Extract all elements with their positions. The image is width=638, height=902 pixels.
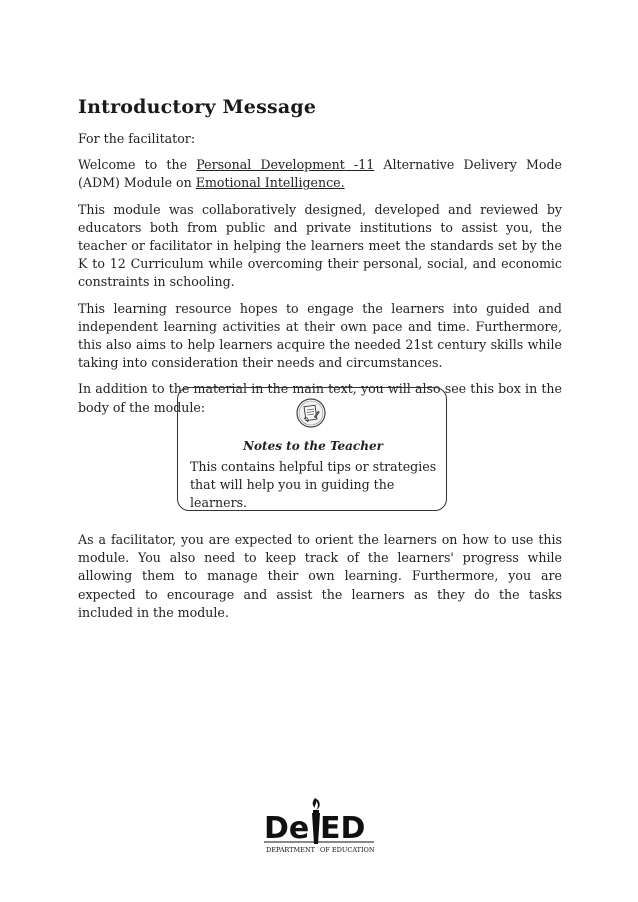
paragraph-collaborative: This module was collaboratively designed, developed and reviewed by educators both from public and private institutions to assist you, the teacher or facilitator in helping the learners meet the standards set by the K to 12 Curriculum while overcoming their personal, social, and economic constraints in schooling. bbox=[78, 201, 562, 290]
notes-to-teacher-box bbox=[177, 387, 447, 511]
notes-clipboard-icon bbox=[296, 398, 326, 428]
deped-logo bbox=[262, 796, 376, 858]
welcome-middle: Alternative Delivery Mode (ADM) Module on bbox=[78, 157, 562, 191]
logo-subtitle-right: OF EDUCATION bbox=[320, 846, 375, 854]
for-label: For the facilitator: bbox=[78, 131, 196, 146]
module-title-link: Personal Development -11 bbox=[196, 157, 375, 173]
page-title: Introductory Message bbox=[78, 96, 317, 118]
logo-subtitle-left: DEPARTMENT bbox=[266, 846, 315, 854]
paragraph-resource: This learning resource hopes to engage the learners into guided and independent learning activities at their own pace and time. Furthermore, this also aims to help learners acquire the needed 21st century skills while taking into consideration their needs and circumstances. bbox=[78, 300, 562, 371]
topic-link: Emotional Intelligence. bbox=[195, 175, 345, 191]
welcome-paragraph bbox=[78, 156, 562, 192]
notes-box-text: This contains helpful tips or strategies that will help you in guiding the learners. bbox=[190, 459, 437, 511]
welcome-prefix: Welcome to the bbox=[78, 157, 197, 173]
paragraph-closing: As a facilitator, you are expected to orient the learners on how to use this module. You also need to keep track of the learners' progress while allowing them to manage their own learning. Furthermore, you are expected to encourage and assist the learners as they do the tasks included in the module. bbox=[78, 532, 562, 620]
paragraph-box-intro: In addition to the material in the main text, you will also see this box in the body of the module: bbox=[78, 381, 562, 415]
closing-section bbox=[78, 531, 562, 630]
logo-wordmark-left: De bbox=[264, 811, 310, 846]
document-page bbox=[78, 96, 562, 425]
logo-wordmark-right: ED bbox=[320, 811, 366, 846]
notes-box-title: Notes to the Teacher bbox=[243, 439, 383, 453]
